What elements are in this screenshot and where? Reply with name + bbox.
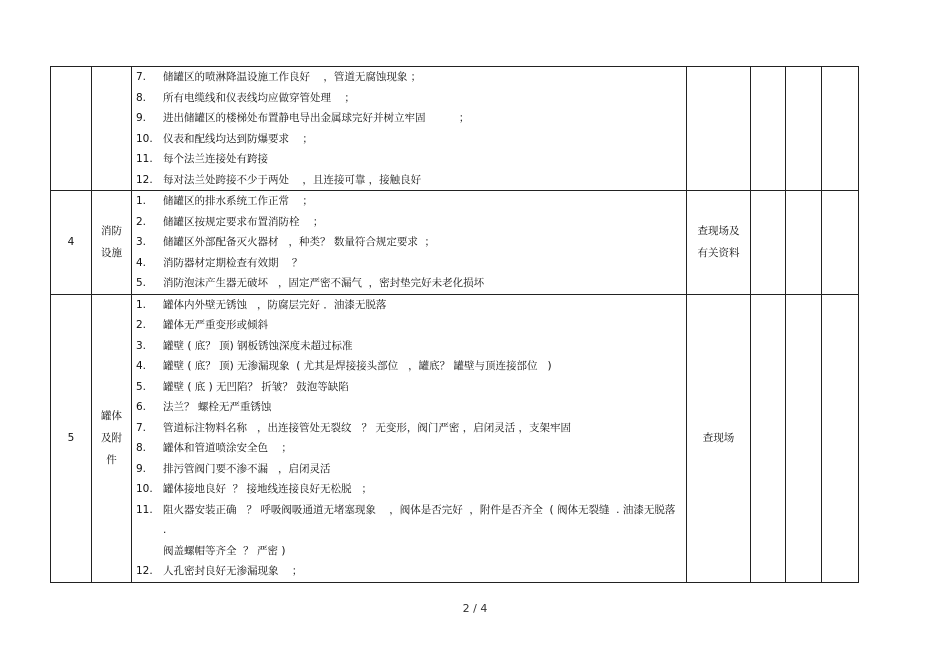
check-item [132, 336, 686, 357]
check-item-text: 法兰？ 螺栓无严重锈蚀 [163, 401, 272, 413]
check-item [132, 438, 686, 459]
section-method [687, 191, 751, 295]
check-item-number: 5. [136, 380, 147, 393]
section-method-label: 查现场 [702, 432, 735, 444]
check-item-number: 12. [136, 565, 153, 577]
empty-cell-1 [751, 67, 786, 191]
check-item-text: 储罐区的喷淋降温设施工作良好 ，管道无腐蚀现象 ； [163, 71, 422, 83]
check-item-text: 罐体和管道喷涂安全色 ； [163, 442, 292, 454]
empty-cell-1 [751, 294, 786, 582]
page-number: 2 / 4 [462, 602, 488, 615]
check-item-text: 每对法兰处跨接不少于两处 ，且连接可靠 ，接触良好 [163, 173, 422, 186]
check-item-text: 罐体内外壁无锈蚀 ，防腐层完好 ．油漆无脱落 [163, 298, 387, 311]
check-item-text: 消防泡沫产生器无破坏 ，固定严密不漏气 ，密封垫完好未老化损坏 [163, 277, 485, 289]
check-item-number: 2. [136, 319, 147, 331]
check-item-text: 人孔密封良好无渗漏现象 ； [163, 565, 303, 577]
section-content [132, 67, 687, 191]
inspection-table [50, 66, 859, 583]
check-item-number: 3. [136, 236, 147, 248]
empty-cell-2 [786, 294, 822, 582]
check-item-text: 进出储罐区的楼梯处布置静电导出金属球完好并树立牢固 ； [163, 112, 470, 124]
check-item [132, 212, 686, 233]
empty-cell-3 [822, 294, 859, 582]
check-item-number: 7. [136, 421, 147, 434]
section-method [687, 294, 751, 582]
check-item-text: 每个法兰连接处有跨接 [163, 153, 268, 165]
section-number: 5 [51, 294, 92, 582]
check-item [132, 273, 686, 294]
check-item [132, 149, 686, 170]
check-item-number: 8. [136, 91, 147, 104]
empty-cell-2 [786, 191, 822, 295]
check-item-text: 罐壁 ( 底？ 顶) 钢板锈蚀深度未超过标准 [163, 339, 353, 352]
section-row [51, 67, 859, 191]
check-item-number: 12. [136, 173, 153, 186]
section-method [687, 67, 751, 191]
check-item-number: 4. [136, 256, 147, 269]
check-item [132, 191, 686, 212]
check-item [132, 377, 686, 398]
section-number [51, 67, 92, 191]
check-item [132, 129, 686, 150]
empty-cell-3 [822, 67, 859, 191]
check-item-number: 2. [136, 215, 147, 228]
empty-cell-3 [822, 191, 859, 295]
section-item-label: 消防 设施 [101, 225, 122, 260]
check-item-text: 仪表和配线均达到防爆要求 ； [163, 132, 313, 145]
check-item [132, 459, 686, 480]
check-item-number: 10. [136, 132, 153, 145]
check-item [132, 88, 686, 109]
check-item [132, 315, 686, 336]
check-item-number: 11. [136, 153, 153, 165]
section-item [92, 67, 132, 191]
check-item-number: 1. [136, 298, 147, 311]
section-item [92, 191, 132, 295]
check-item [132, 67, 686, 88]
empty-cell-2 [786, 67, 822, 191]
check-item-number: 9. [136, 112, 147, 124]
check-item-number: 4. [136, 360, 147, 372]
check-item-text: 罐体接地良好 ？ 接地线连接良好无松脱 ； [163, 483, 373, 495]
check-item-text: 储罐区按规定要求布置消防栓 ； [163, 215, 324, 228]
check-item [132, 295, 686, 316]
check-item-text: 罐壁 ( 底？ 顶) 无渗漏现象 ( 尤其是焊接接头部位 ，罐底？ 罐壁与顶连接部位 ) [163, 360, 552, 372]
check-item-text: 排污管阀门要不渗不漏 ，启闭灵活 [163, 462, 331, 475]
check-item-text: 罐体无严重变形或倾斜 [163, 319, 268, 331]
section-method-label: 查现场及 有关资料 [697, 225, 740, 260]
section-number: 4 [51, 191, 92, 295]
check-item-number: 5. [136, 277, 147, 289]
check-item-number: 7. [136, 71, 147, 83]
section-content [132, 294, 687, 582]
check-item [132, 232, 686, 253]
check-item-text: 管道标注物料名称 ，出连接管处无裂纹 ？ 无变形，阀门严密 ，启闭灵活 ，支架牢固 [163, 421, 572, 434]
check-item [132, 170, 686, 191]
check-item-text: 所有电缆线和仪表线均应做穿管处理 ； [163, 91, 355, 104]
section-content [132, 191, 687, 295]
check-item [132, 356, 686, 377]
check-item-number: 6. [136, 401, 147, 413]
check-item [132, 479, 686, 500]
check-item [132, 253, 686, 274]
section-row [51, 191, 859, 295]
check-item [132, 397, 686, 418]
check-item-text: 储罐区的排水系统工作正常 ； [163, 195, 313, 207]
check-item-number: 3. [136, 339, 147, 352]
section-item-label: 罐体 及附 件 [101, 410, 122, 466]
section-row [51, 294, 859, 582]
check-item-number: 10. [136, 483, 153, 495]
check-item-text: 阻火器安装正确 ？ 呼吸阀吸通道无堵塞现象 ，阀体是否完好 ，附件是否齐全 ( 阀体无裂缝 . 油漆无脱落 . 阀盖螺帽等齐全 ？ 严密 ) [163, 503, 676, 557]
check-item-text: 储罐区外部配备灭火器材 ，种类？ 数量符合规定要求 ； [163, 236, 436, 248]
check-item [132, 418, 686, 439]
check-item-number: 1. [136, 195, 147, 207]
check-item [132, 108, 686, 129]
check-item-number: 9. [136, 462, 147, 475]
check-item [132, 561, 686, 582]
empty-cell-1 [751, 191, 786, 295]
check-item-text: 消防器材定期检查有效期 ？ [163, 256, 303, 269]
check-item-number: 11. [136, 503, 153, 516]
check-item-text: 罐壁 ( 底 ) 无凹陷？ 折皱？ 鼓泡等缺陷 [163, 380, 349, 393]
check-item-number: 8. [136, 442, 147, 454]
section-item [92, 294, 132, 582]
check-item [132, 500, 686, 562]
